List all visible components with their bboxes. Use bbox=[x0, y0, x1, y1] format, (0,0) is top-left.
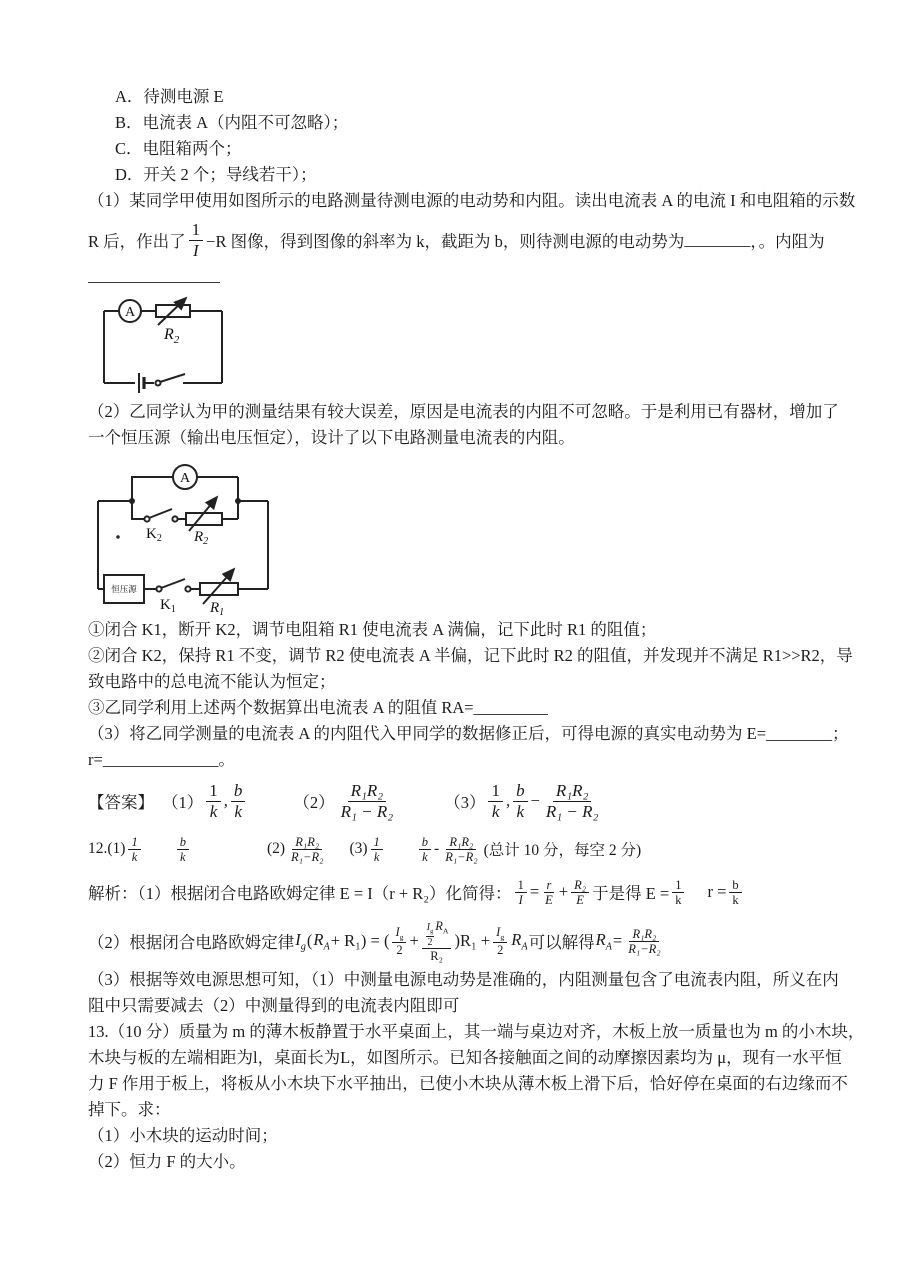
r-answer-blank: ______________ bbox=[102, 750, 219, 769]
answer-line: 【答案】 （1） $\frac{1}{k}$ , $\frac{b}{k}$ （2） $\frac{\text{R₁R₂}}{\text{R₁ − R₂}}$ （3） $\frac{1}{k}$ , $\frac{b}{k}$ − $\frac{\text{R₁R₂}}{\text{R₁ − R₂}}$ bbox=[88, 773, 816, 829]
fraction-Ig-over-2: $\frac{I_g}{2}$ bbox=[493, 925, 507, 957]
fraction-b-over-k: $\frac{b}{k}$ bbox=[231, 781, 246, 820]
RA-symbol: $R_A$ bbox=[313, 929, 330, 953]
switch-pivot bbox=[156, 381, 161, 386]
q3-line: （3）将乙同学测量的电流表 A 的内阻代入甲同学的数据修正后，可得电源的真实电动势为 E=________； bbox=[88, 724, 849, 743]
junction-dot-left bbox=[129, 498, 135, 504]
q1-line2-end: ，。内阻为 bbox=[750, 232, 825, 251]
q2-line2: 一个恒压源（输出电压恒定），设计了以下电路测量电流表的内阻。 bbox=[88, 428, 575, 447]
r2-label: $R_2$ bbox=[194, 529, 209, 547]
r-line: r=______________。 bbox=[88, 750, 235, 769]
q13-sub1: （1）小木块的运动时间； bbox=[88, 1126, 278, 1145]
fraction-R2-over-E: $\frac{\text{R₂}}{E}$ bbox=[571, 878, 589, 907]
switch-k1-blade bbox=[161, 579, 185, 588]
fraction-r-over-E: $\frac{r}{E}$ bbox=[545, 877, 553, 907]
step-3: ③乙同学利用上述两个数据算出电流表 A 的阻值 RA=_________ bbox=[88, 698, 548, 717]
q13-line1: 13.（10 分）质量为 m 的薄木板静置于水平桌面上，其一端与桌边对齐，木板上放一质量也为 m 的小木块， bbox=[88, 1022, 865, 1041]
fraction-b-over-k: $\frac{b}{k}$ bbox=[419, 835, 431, 864]
switch-blade bbox=[160, 374, 185, 382]
q2-line1: （2）乙同学认为甲的测量结果有较大误差，原因是电流表的内阻不可忽略。于是利用已有器材，增加了 bbox=[88, 402, 839, 421]
analysis-line-3a: （3）根据等效电源思想可知，（1）中测量电源电动势是准确的，内阻测量包含了电流表内阻，所义在内 bbox=[88, 970, 839, 989]
q13-line3: 力 F 作用于板上，将板从小木块下水平抽出，已使小木块从薄木板上滑下后，恰好停在桌面的右边缘而不 bbox=[88, 1074, 848, 1093]
fraction-b-over-k: $\frac{b}{k}$ bbox=[513, 781, 528, 820]
list-item-b: B．电流表 A（内阻不可忽略）； bbox=[115, 113, 349, 132]
q1-line2-pre: R 后，作出了 bbox=[88, 232, 186, 251]
RA-symbol: $R_A$ bbox=[595, 929, 612, 953]
step-1: ①闭合 K1，断开 K2，调节电阻箱 R1 使电流表 A 满偏，记下此时 R1 的阻值； bbox=[88, 620, 657, 639]
fraction-complex: $\frac{I_g}{2}$ $R_A$ R₂ bbox=[422, 919, 452, 963]
fraction-r1r2: $\frac{\text{R₁R₂}}{\text{R₁−R₂}}$ bbox=[291, 834, 324, 864]
r2-label: $R_2$ bbox=[164, 326, 180, 346]
fraction-r1r2: $\frac{\text{R₁R₂}}{\text{R₁ − R₂}}$ bbox=[545, 781, 599, 821]
fraction-1-over-k: $\frac{1}{k}$ bbox=[371, 835, 383, 864]
fraction-b-over-k: $\frac{b}{k}$ bbox=[729, 878, 741, 907]
ammeter-label: A bbox=[179, 471, 191, 486]
stray-dot bbox=[116, 535, 119, 538]
fraction-1-over-I: $\frac{1}{I}$ bbox=[189, 220, 204, 259]
list-item-c: C．电阻箱两个； bbox=[115, 139, 242, 158]
step-2-line2: 致电路中的总电流不能认为恒定； bbox=[88, 672, 336, 691]
analysis-line-3b: 阻中只需要减去（2）中测量得到的电流表内阻即可 bbox=[88, 996, 460, 1015]
answer-label: 【答案】 bbox=[88, 793, 154, 812]
fraction-1-over-k: $\frac{1}{k}$ bbox=[206, 781, 221, 820]
ammeter-label: A bbox=[124, 305, 136, 320]
fraction-b-over-k: $\frac{b}{k}$ bbox=[177, 835, 189, 864]
list-item-d: D．开关 2 个；导线若干）； bbox=[115, 165, 317, 184]
fraction-r1r2: $\frac{\text{R₁R₂}}{\text{R₁−R₂}}$ bbox=[628, 926, 661, 956]
voltage-source-label: 恒压源 bbox=[111, 584, 137, 594]
fraction-1-over-k: $\frac{1}{k}$ bbox=[128, 835, 140, 864]
analysis-line-2: （2）根据闭合电路欧姆定律 $I_g$ ( $R_A$ + R₁) = ( $\frac{I_g}{2}$ + $\frac{I_g}{2}$ $R_A$ R₂ )R₁ + $\frac{I_g}{2}$ $R_A$ 可以解得 $R_A$ = $\frac{\text{R₁R₂}}{\text{R₁−R₂}}$ bbox=[88, 915, 816, 967]
circuit-diagram-2 bbox=[88, 457, 278, 615]
q13-sub2: （2）恒力 F 的大小。 bbox=[88, 1152, 246, 1171]
switch-k2-blade bbox=[149, 509, 172, 518]
q13-line4: 掉下。求： bbox=[88, 1100, 171, 1119]
list-item-a: A．待测电源 E bbox=[115, 87, 224, 106]
resistor-r1-arrow bbox=[203, 569, 234, 604]
q1-line2 bbox=[88, 214, 825, 266]
Ig-symbol: $I_g$ bbox=[295, 929, 306, 953]
e-answer-blank: ________ bbox=[766, 724, 833, 743]
fraction-r1r2: $\frac{\text{R₁R₂}}{\text{R₁−R₂}}$ bbox=[445, 834, 478, 864]
step-2-line1: ②闭合 K2，保持 R1 不变，调节 R2 使电流表 A 半偏，记下此时 R2 的阻值，并发现并不满足 R1>>R2，导 bbox=[88, 646, 853, 665]
q1-line2-mid: −R 图像，得到图像的斜率为 k，截距为 b，则待测电源的电动势为 bbox=[206, 232, 685, 251]
k1-label: $K_1$ bbox=[160, 597, 176, 615]
fraction-1-over-k: $\frac{1}{k}$ bbox=[488, 781, 503, 820]
emf-answer-blank: ________ bbox=[684, 230, 751, 249]
q13-line2: 木块与板的左端相距为l，桌面长为L，如图所示。已知各接触面之间的动摩擦因素均为 μ，现有一水平恒 bbox=[88, 1048, 842, 1067]
internal-resistance-blank-line bbox=[88, 269, 220, 283]
circuit1-wires bbox=[104, 298, 222, 393]
resistor-arrow bbox=[158, 298, 186, 325]
RA-symbol: $R_A$ bbox=[511, 929, 528, 953]
analysis-line-1: 解析：（1）根据闭合电路欧姆定律 E = I（r + R₂）化简得： $\frac{1}{I}$ = $\frac{r}{E}$ + $\frac{\text{R₂}}{E}$ 于是得 E = $\frac{1}{k}$ r = $\frac{b}{k}$ bbox=[88, 869, 816, 915]
ra-answer-blank: _________ bbox=[473, 698, 548, 717]
resistor-r2-symbol bbox=[186, 513, 222, 525]
fraction-r1r2: $\frac{\text{R₁R₂}}{\text{R₁ − R₂}}$ bbox=[340, 781, 394, 821]
fraction-Ig-over-2: $\frac{I_g}{2}$ bbox=[392, 925, 406, 957]
junction-dot-right bbox=[235, 498, 241, 504]
fraction-1-over-I: $\frac{1}{I}$ bbox=[515, 878, 527, 907]
line-12-answers: 12.(1) $\frac{1}{k}$ $\frac{b}{k}$ (2) $\frac{\text{R₁R₂}}{\text{R₁−R₂}}$ (3) $\frac{1}{k}$ $\frac{b}{k}$ - $\frac{\text{R₁R₂}}{\text{R₁−R₂}}$ (总计 10 分，每空 2 分) bbox=[88, 834, 642, 864]
q1-line1: （1）某同学甲使用如图所示的电路测量待测电源的电动势和内阻。读出电流表 A 的电流 I 和电阻箱的示数 bbox=[88, 191, 856, 210]
fraction-1-over-k: $\frac{1}{k}$ bbox=[672, 878, 684, 907]
r1-label: $R_1$ bbox=[210, 600, 225, 615]
circuit-diagram-1 bbox=[94, 287, 244, 395]
k2-label: $K_2$ bbox=[146, 526, 162, 544]
